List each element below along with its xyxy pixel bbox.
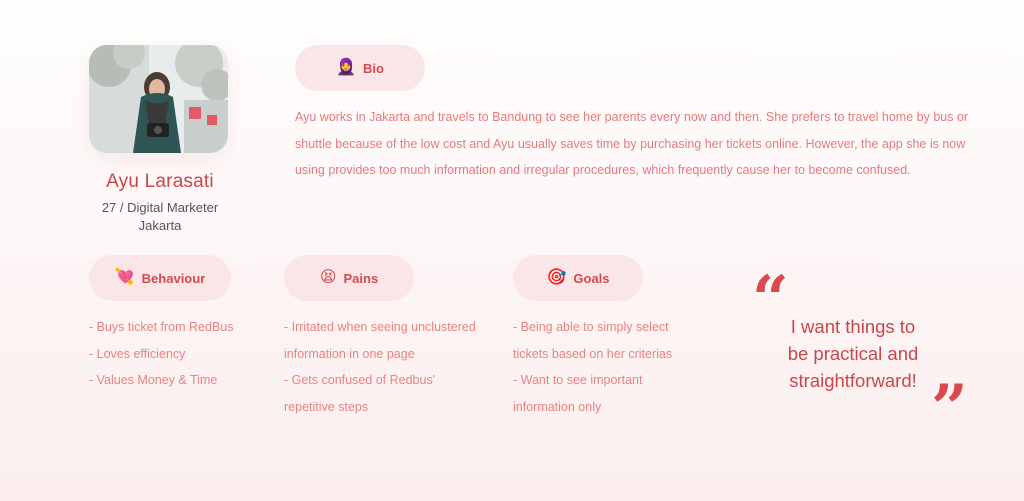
- goals-label: Goals: [573, 270, 610, 286]
- behaviour-pill: [89, 255, 231, 301]
- profile-photo-illustration: [89, 45, 228, 153]
- bio-label: Bio: [362, 60, 384, 76]
- goals-pill: [513, 255, 643, 301]
- persona-details: 27 / Digital Marketer: [101, 200, 219, 215]
- quote-line: be practical and: [787, 343, 919, 364]
- list-item: - Gets confused of Redbus': [284, 373, 436, 388]
- quote-line: straightforward!: [789, 370, 917, 391]
- persona-name: Ayu Larasati: [106, 171, 214, 192]
- list-item: - Loves efficiency: [89, 346, 186, 361]
- persona-location: Jakarta: [138, 218, 182, 233]
- hijab-woman-icon: 🧕: [336, 59, 356, 76]
- list-item: - Want to see important: [513, 373, 643, 388]
- pains-label: Pains: [343, 270, 379, 286]
- list-item: repetitive steps: [284, 400, 369, 415]
- list-item: tickets based on her criterias: [513, 346, 673, 361]
- list-item: - Being able to simply select: [513, 320, 669, 334]
- list-item: information in one page: [284, 346, 415, 361]
- goals-list: [513, 314, 672, 421]
- close-quote-icon: ”: [931, 371, 968, 446]
- behaviour-list: [89, 314, 234, 394]
- persona-quote: [760, 313, 946, 394]
- list-item: - Buys ticket from RedBus: [89, 320, 234, 334]
- bio-pill: [295, 45, 425, 91]
- pains-list: [284, 314, 476, 421]
- pains-pill: [284, 255, 414, 301]
- quote-line: I want things to: [790, 316, 916, 337]
- bio-text: Ayu works in Jakarta and travels to Bandung to see her parents every now and then. She prefers to travel home by bus or shuttle because of the low cost and Ayu usually saves time by purchasing her tickets online. However, the app she is now using provides too much information and irregular procedures, which frequently cause her to become confused.: [295, 110, 969, 177]
- heart-arrow-icon: 💘: [114, 269, 135, 286]
- behaviour-label: Behaviour: [141, 270, 206, 286]
- open-quote-icon: “: [752, 262, 789, 337]
- profile-photo: [89, 45, 228, 153]
- list-item: - Irritated when seeing unclustered: [284, 320, 476, 334]
- target-icon: 🎯: [546, 269, 567, 286]
- tired-face-icon: 😫: [319, 269, 337, 286]
- list-item: information only: [513, 400, 602, 415]
- list-item: - Values Money & Time: [89, 373, 218, 388]
